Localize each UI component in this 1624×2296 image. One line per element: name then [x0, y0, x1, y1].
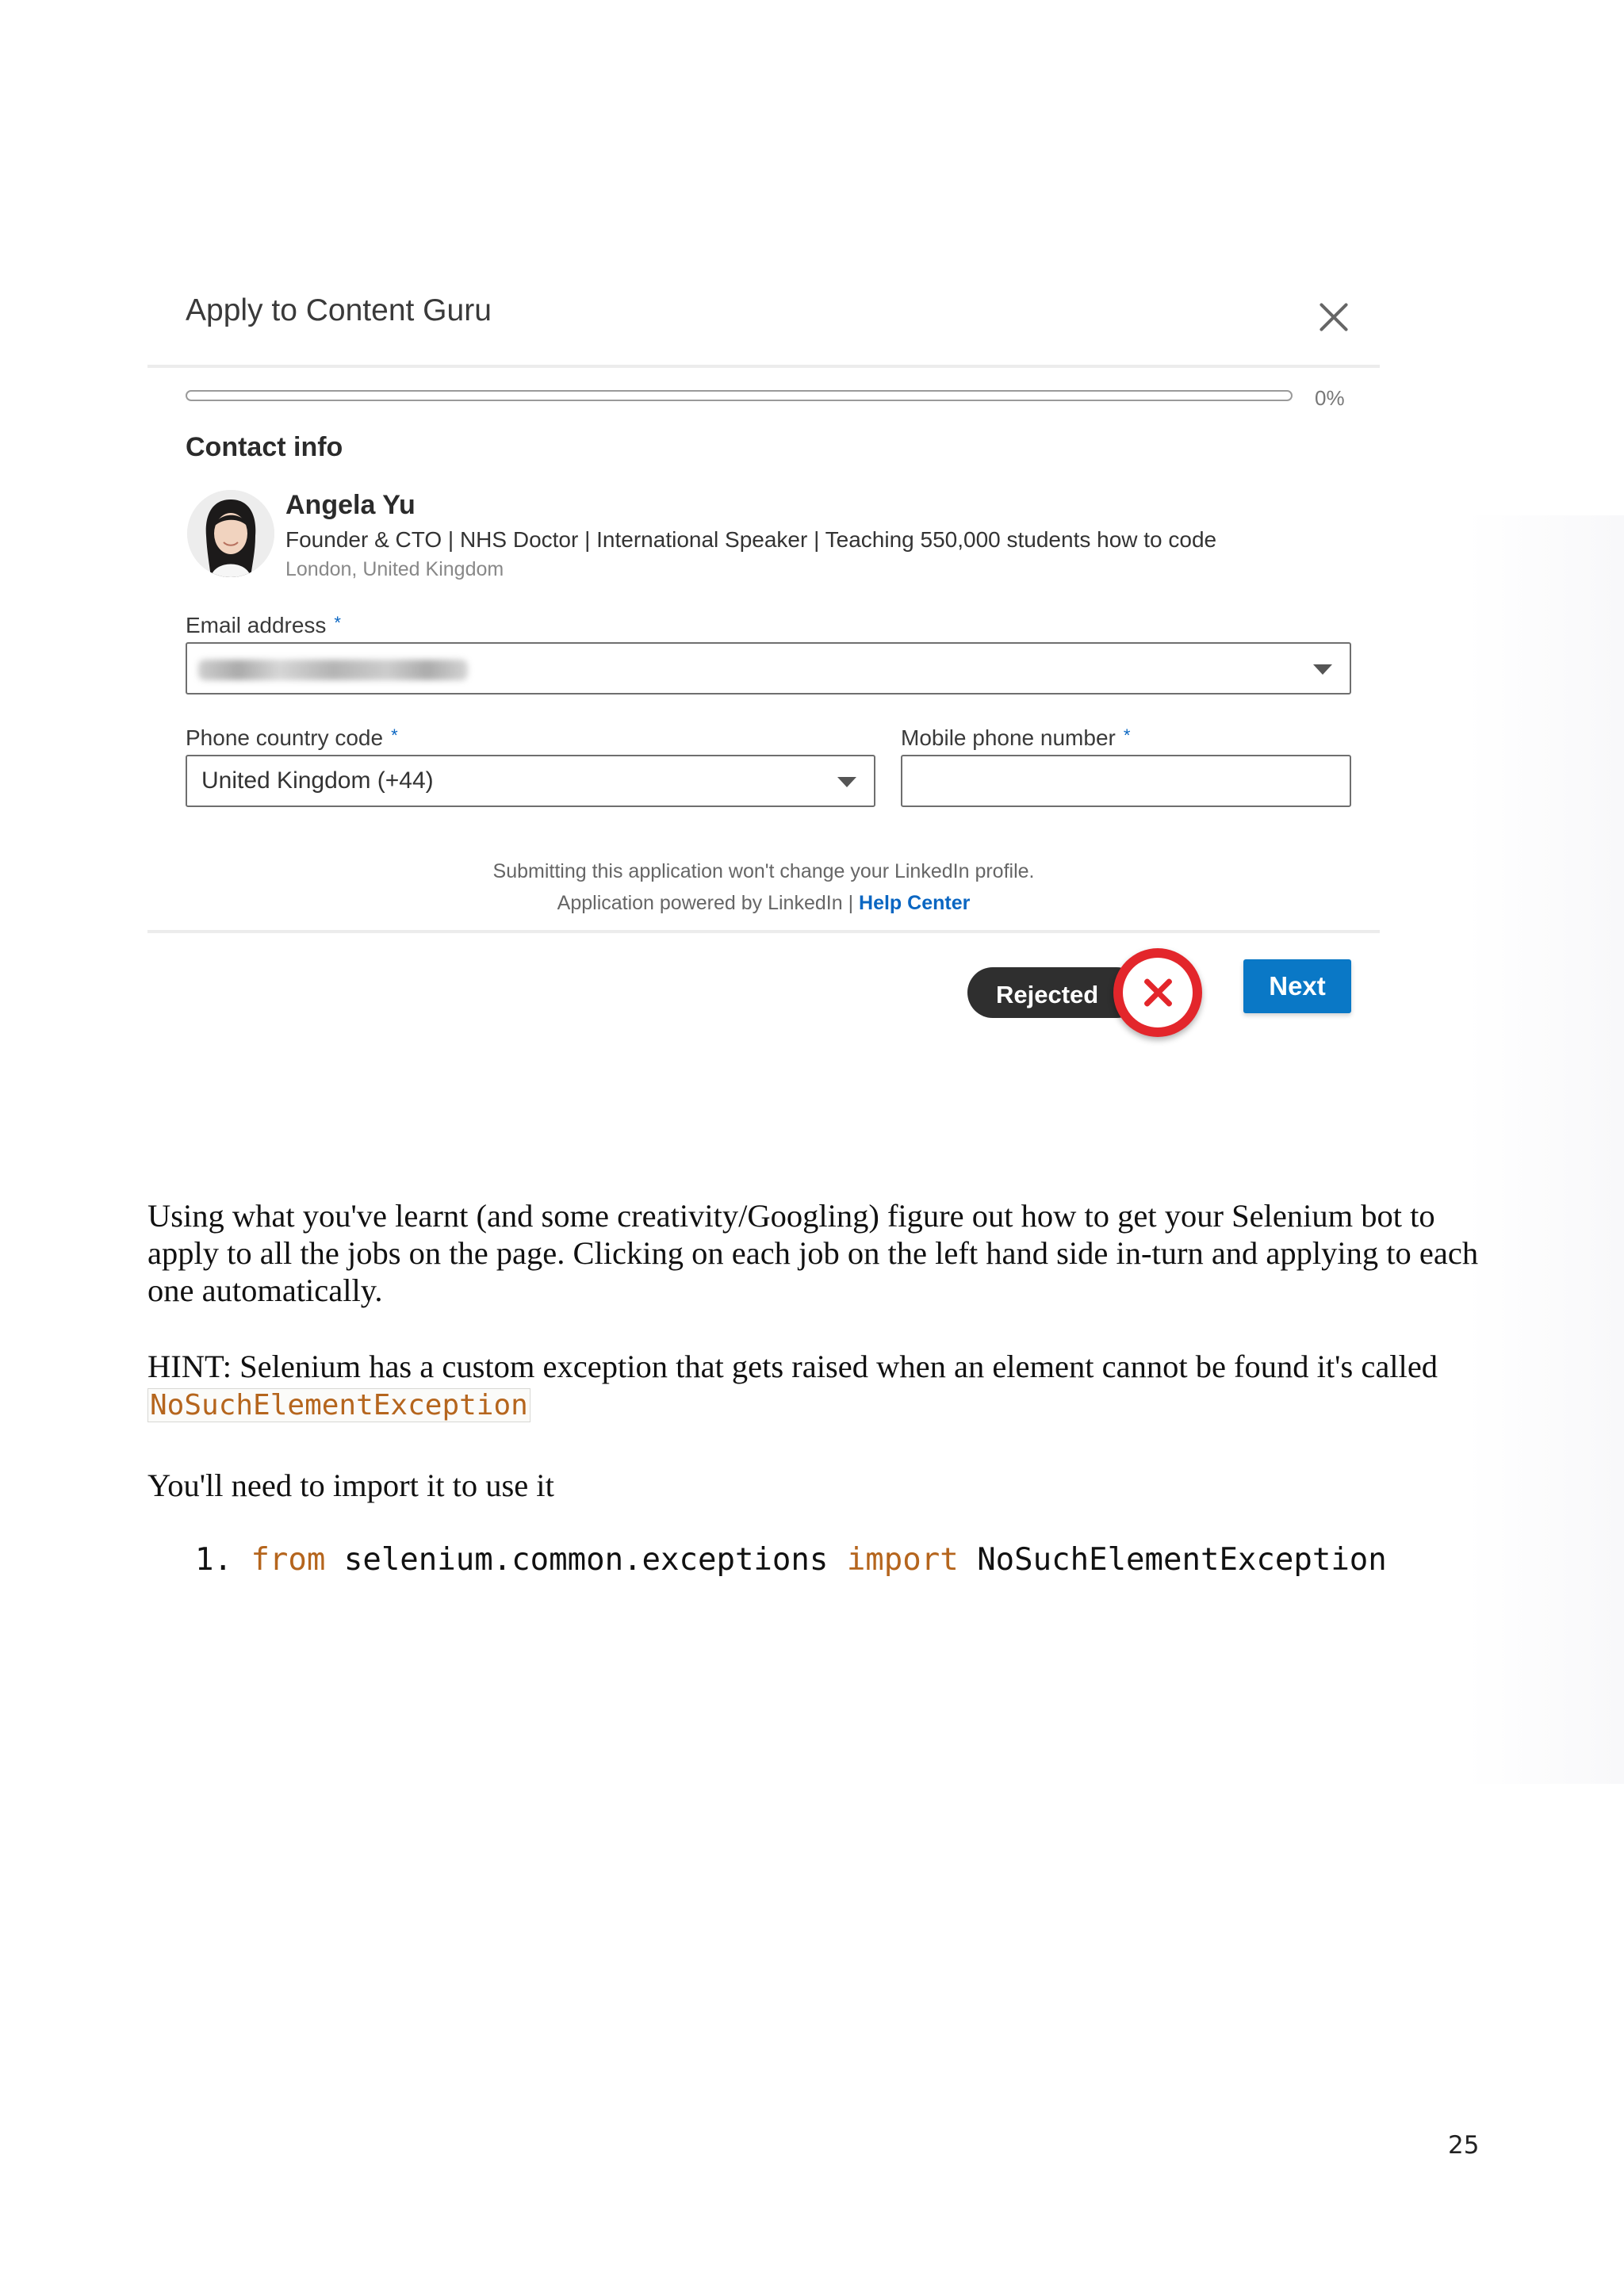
hint-paragraph — [147, 1348, 1496, 1424]
phone-country-label — [186, 725, 398, 751]
profile-location: London, United Kingdom — [285, 558, 504, 580]
code-name: NoSuchElementException — [977, 1542, 1387, 1578]
progress-percent: 0% — [1315, 386, 1345, 410]
chevron-down-icon — [837, 777, 856, 787]
powered-by — [147, 892, 1380, 915]
page-shading — [1467, 515, 1624, 1784]
import-note: You'll need to import it to use it — [147, 1468, 554, 1503]
inline-code-exception: NoSuchElementException — [147, 1388, 530, 1422]
powered-by-text: Application powered by LinkedIn | — [557, 892, 854, 914]
help-center-link[interactable]: Help Center — [859, 892, 971, 914]
profile-headline: Founder & CTO | NHS Doctor | International Speaker | Teaching 550,000 students how to code — [285, 527, 1217, 552]
progress-bar — [186, 390, 1293, 401]
email-value-redacted — [198, 660, 468, 680]
header-divider — [147, 365, 1380, 368]
instructions-paragraph: Using what you've learnt (and some creativity/Googling) figure out how to get your Selenium bot to apply to all the jobs on the page. Clicking on each job on the left hand side in-turn and applying to each one automatically. — [147, 1198, 1479, 1308]
avatar — [187, 490, 274, 577]
mobile-phone-label — [901, 725, 1130, 751]
reject-icon-inner — [1123, 958, 1193, 1027]
required-marker: * — [1123, 725, 1131, 745]
code-keyword-from: from — [251, 1542, 326, 1578]
required-marker: * — [334, 613, 341, 633]
email-label-text: Email address — [186, 613, 327, 637]
profile-name: Angela Yu — [285, 490, 416, 520]
code-line-number: 1. — [195, 1542, 232, 1578]
profile-notice: Submitting this application won't change your LinkedIn profile. — [492, 860, 1035, 882]
code-keyword-import: import — [846, 1542, 959, 1578]
footer-divider — [147, 930, 1380, 933]
email-select[interactable] — [186, 642, 1351, 695]
mobile-phone-input[interactable] — [901, 755, 1351, 807]
required-marker: * — [391, 725, 398, 745]
phone-country-label-text: Phone country code — [186, 725, 384, 750]
code-line-1 — [195, 1542, 1387, 1578]
modal-title: Apply to Content Guru — [186, 293, 492, 327]
page-number: 25 — [1448, 2131, 1480, 2160]
next-button[interactable]: Next — [1243, 959, 1351, 1013]
mobile-phone-label-text: Mobile phone number — [901, 725, 1116, 750]
chevron-down-icon — [1313, 664, 1332, 675]
x-icon — [1143, 978, 1172, 1007]
close-icon[interactable] — [1316, 300, 1351, 335]
rejected-badge: Rejected — [967, 967, 1142, 1018]
email-label — [186, 613, 341, 638]
reject-x-icon — [1113, 948, 1202, 1037]
code-module: selenium.common.exceptions — [343, 1542, 829, 1578]
hint-text: HINT: Selenium has a custom exception that gets raised when an element cannot be found it's called — [147, 1349, 1438, 1384]
apply-modal-screenshot — [147, 270, 1380, 1062]
section-title-contact-info: Contact info — [186, 432, 343, 462]
phone-country-value: United Kingdom (+44) — [201, 767, 434, 794]
phone-country-select[interactable] — [186, 755, 875, 807]
